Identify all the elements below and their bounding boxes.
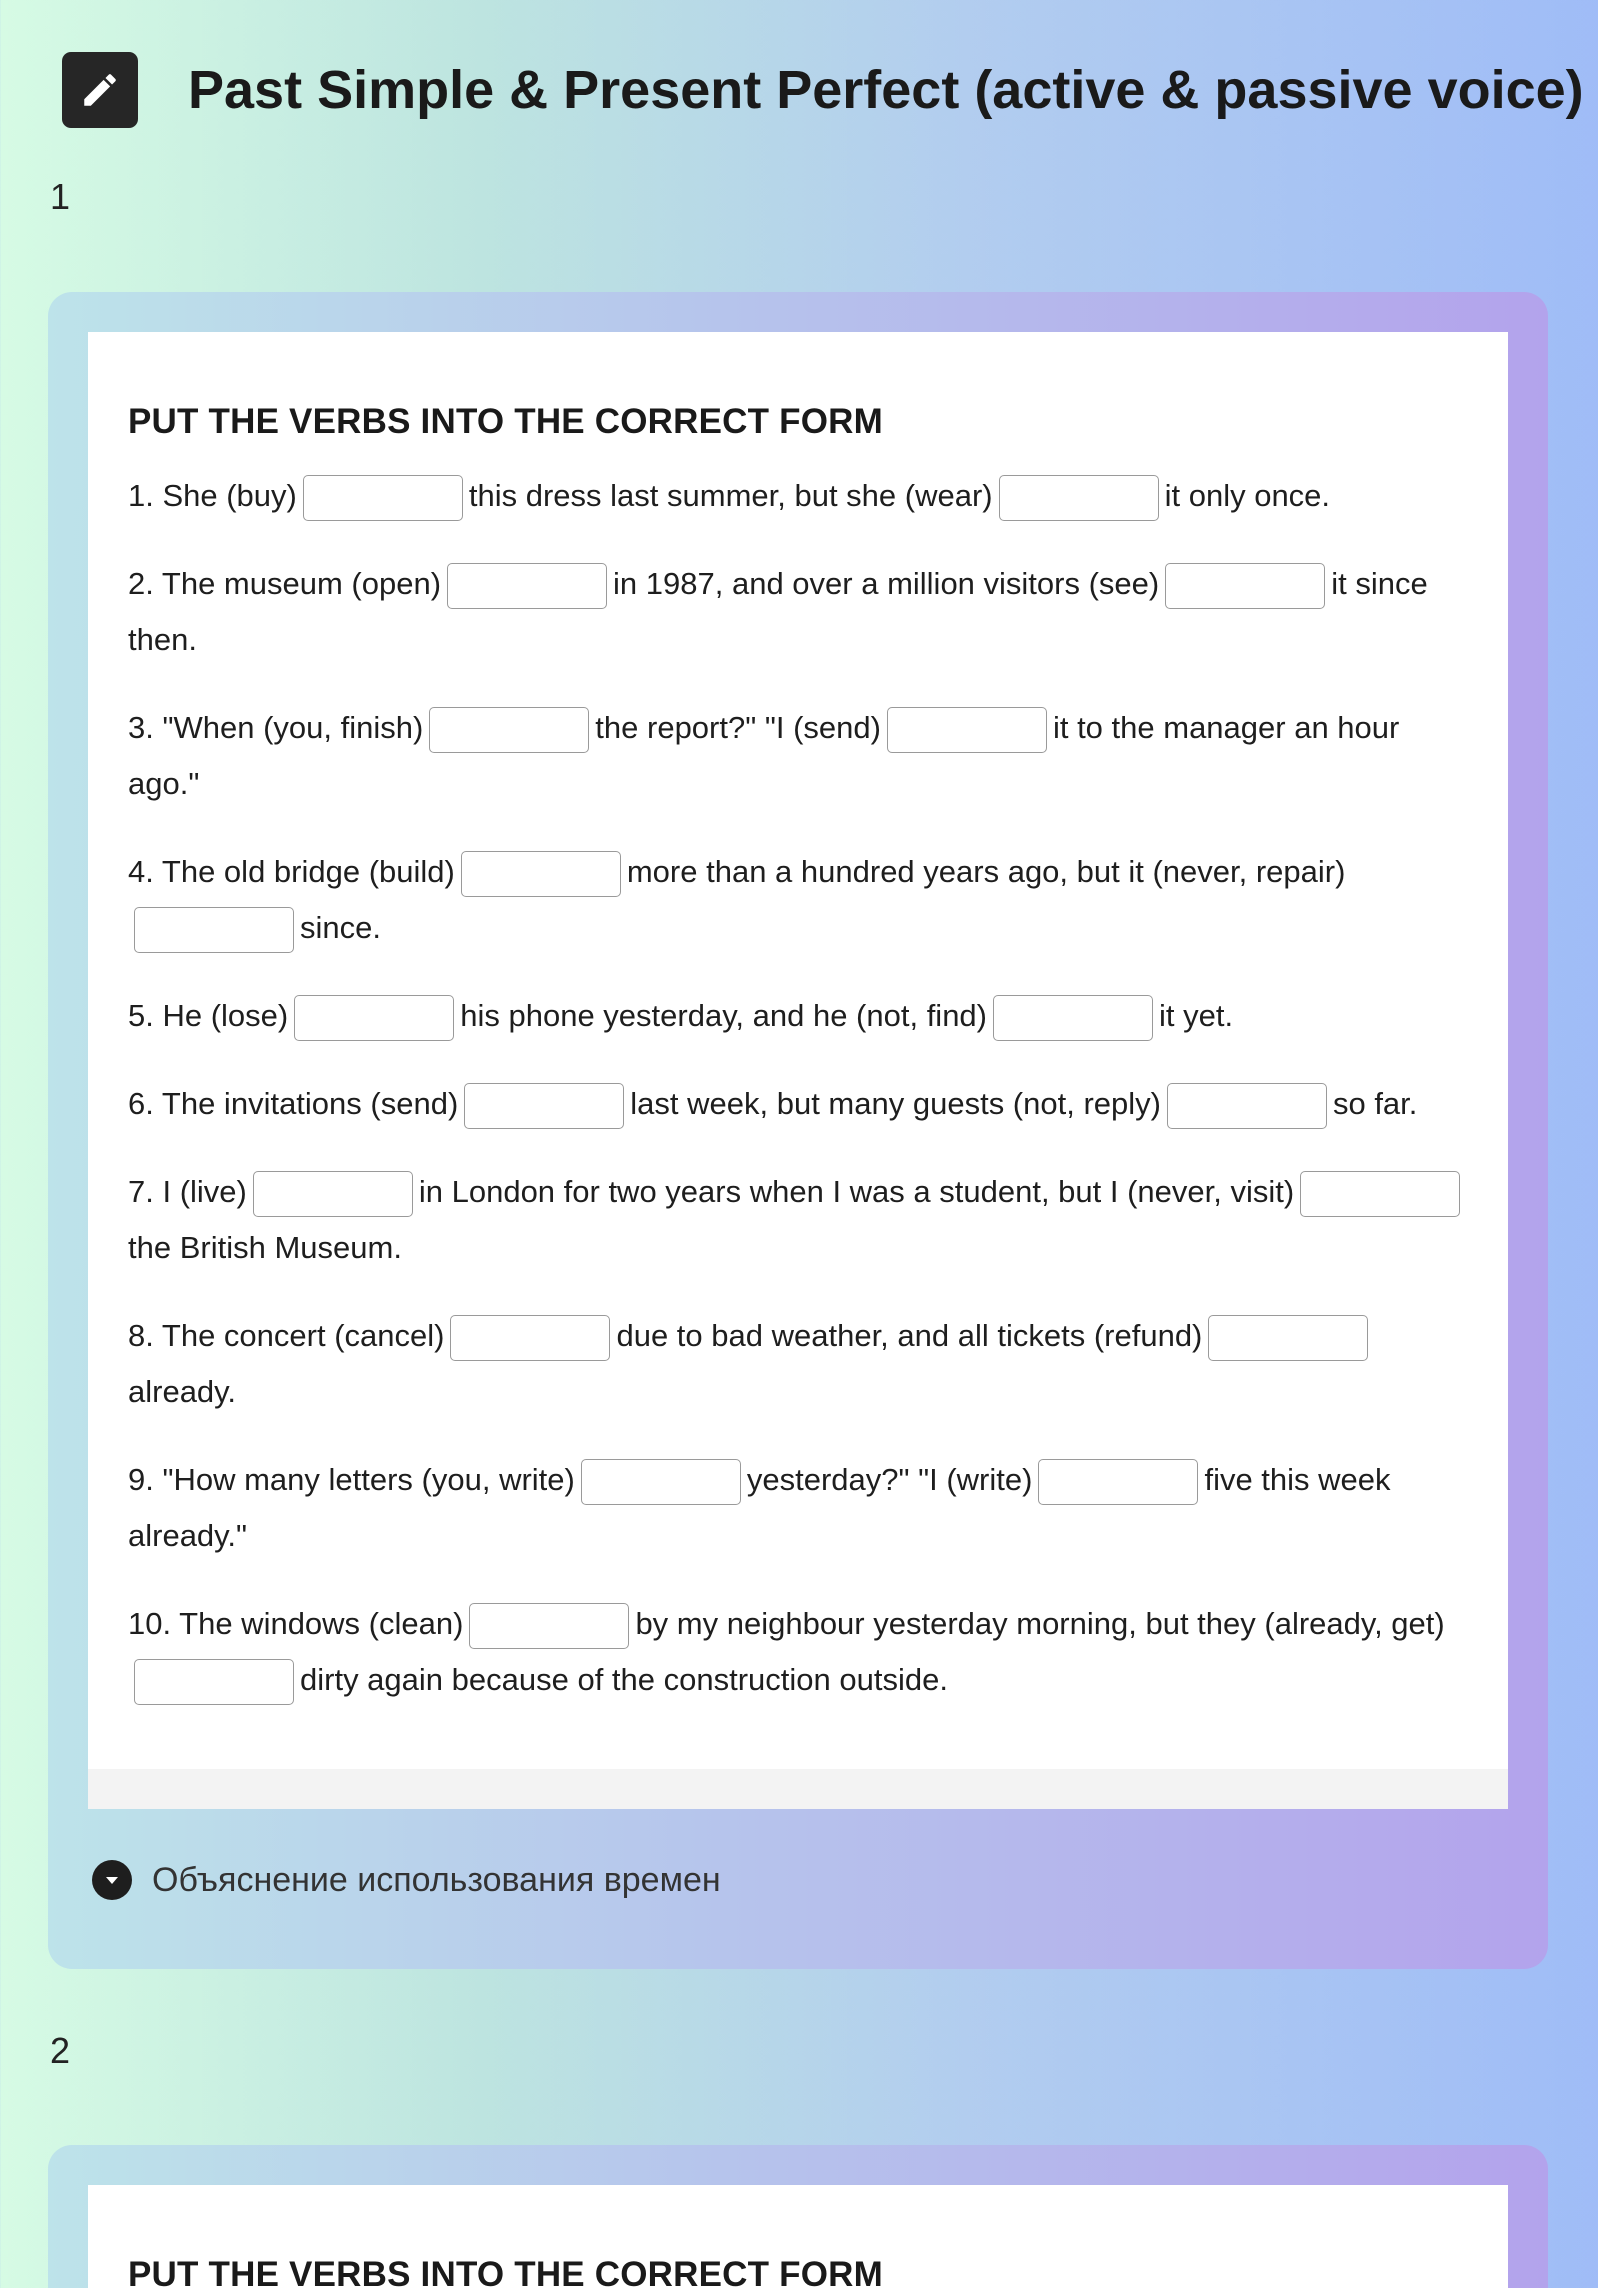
- exercise-text: 7. I (live): [128, 1174, 247, 1209]
- answer-input[interactable]: [303, 475, 463, 521]
- answer-input[interactable]: [134, 1659, 294, 1705]
- exercise-item: [128, 468, 1468, 524]
- page-title: Past Simple & Present Perfect (active & passive voice): [188, 60, 1584, 120]
- exercise-item: [128, 844, 1468, 956]
- exercise-text: 10. The windows (clean): [128, 1606, 464, 1641]
- exercise-text: it yet.: [1159, 998, 1234, 1033]
- answer-input[interactable]: [993, 995, 1153, 1041]
- exercise-item: [128, 1164, 1468, 1276]
- answer-input[interactable]: [253, 1171, 413, 1217]
- exercise-text: 4. The old bridge (build): [128, 854, 455, 889]
- exercise-item: [128, 556, 1468, 668]
- worksheet-heading: PUT THE VERBS INTO THE CORRECT FORM: [128, 2255, 883, 2288]
- task-number: 2: [50, 2030, 71, 2071]
- exercise-text: it since then.: [128, 566, 1428, 657]
- answer-input[interactable]: [461, 851, 621, 897]
- exercise-item: [128, 1308, 1468, 1420]
- exercise-item: [128, 988, 1468, 1044]
- exercise-text: by my neighbour yesterday morning, but they (already, get): [635, 1606, 1445, 1641]
- answer-input[interactable]: [294, 995, 454, 1041]
- worksheet-content: [88, 2185, 1508, 2288]
- explanation-toggle[interactable]: [92, 1860, 721, 1900]
- exercise-text: the report?" "I (send): [595, 710, 881, 745]
- page-header: [62, 52, 1584, 128]
- worksheet-footer: [88, 1769, 1508, 1809]
- exercise-text: already.: [128, 1374, 236, 1409]
- exercise-item: [128, 1076, 1468, 1132]
- exercise-text: so far.: [1332, 1086, 1418, 1121]
- exercise-text: due to bad weather, and all tickets (refund): [616, 1318, 1203, 1353]
- exercise-text: dirty again because of the construction outside.: [300, 1662, 948, 1697]
- answer-input[interactable]: [887, 707, 1047, 753]
- page-edge: [1598, 0, 1608, 2288]
- exercise-text: last week, but many guests (not, reply): [630, 1086, 1161, 1121]
- answer-input[interactable]: [1038, 1459, 1198, 1505]
- exercise-text: 8. The concert (cancel): [128, 1318, 445, 1353]
- exercise-item: [128, 700, 1468, 812]
- answer-input[interactable]: [469, 1603, 629, 1649]
- exercise-text: in London for two years when I was a student, but I (never, visit): [418, 1174, 1295, 1209]
- exercise-text: 2. The museum (open): [128, 566, 442, 601]
- worksheet: [88, 2185, 1508, 2288]
- worksheet: [88, 332, 1508, 1809]
- exercise-text: since.: [300, 910, 381, 945]
- task-card: [48, 292, 1548, 1969]
- task-number: 1: [50, 176, 71, 217]
- exercise-item: [128, 1452, 1468, 1564]
- answer-input[interactable]: [1300, 1171, 1460, 1217]
- exercise-text: 1. She (buy): [128, 478, 297, 513]
- exercise-text: this dress last summer, but she (wear): [468, 478, 993, 513]
- answer-input[interactable]: [581, 1459, 741, 1505]
- answer-input[interactable]: [134, 907, 294, 953]
- exercise-list: [128, 468, 1468, 1708]
- exercise-text: 3. "When (you, finish): [128, 710, 424, 745]
- exercise-text: the British Museum.: [128, 1230, 402, 1265]
- exercise-text: 5. He (lose): [128, 998, 289, 1033]
- answer-input[interactable]: [429, 707, 589, 753]
- answer-input[interactable]: [464, 1083, 624, 1129]
- exercise-text: yesterday?" "I (write): [746, 1462, 1033, 1497]
- exercise-text: 9. "How many letters (you, write): [128, 1462, 575, 1497]
- exercise-text: it only once.: [1164, 478, 1331, 513]
- answer-input[interactable]: [450, 1315, 610, 1361]
- answer-input[interactable]: [447, 563, 607, 609]
- exercise-item: [128, 1596, 1468, 1708]
- pencil-icon: [62, 52, 138, 128]
- exercise-text: in 1987, and over a million visitors (see): [613, 566, 1160, 601]
- answer-input[interactable]: [999, 475, 1159, 521]
- exercise-text: his phone yesterday, and he (not, find): [460, 998, 987, 1033]
- answer-input[interactable]: [1167, 1083, 1327, 1129]
- worksheet-content: [88, 332, 1508, 1780]
- exercise-text: 6. The invitations (send): [128, 1086, 459, 1121]
- explanation-label: Объяснение использования времен: [152, 1860, 721, 1899]
- answer-input[interactable]: [1208, 1315, 1368, 1361]
- exercise-text: it to the manager an hour ago.": [128, 710, 1400, 801]
- exercise-text: five this week already.": [128, 1462, 1391, 1553]
- chevron-down-icon: [92, 1860, 132, 1900]
- worksheet-heading: PUT THE VERBS INTO THE CORRECT FORM: [128, 402, 883, 441]
- answer-input[interactable]: [1165, 563, 1325, 609]
- exercise-text: more than a hundred years ago, but it (never, repair): [626, 854, 1346, 889]
- task-card: [48, 2145, 1548, 2288]
